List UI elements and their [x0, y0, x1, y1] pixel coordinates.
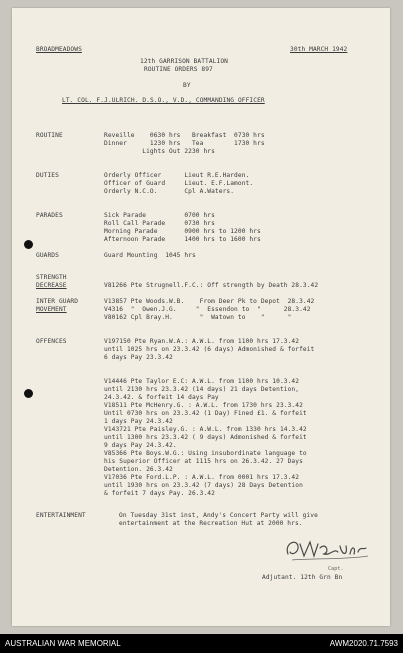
- header-date: 30th MARCH 1942: [290, 46, 348, 53]
- offences-line: V14446 Pte Taylor E.C: A.W.L. from 1100 hrs 10.3.42: [104, 378, 300, 385]
- movement-line: V4316 " Owen.J.G. " Essendon to " 28.3.42: [104, 306, 311, 313]
- header-by: BY: [183, 82, 191, 89]
- footer-institution: AUSTRALIAN WAR MEMORIAL: [5, 639, 121, 648]
- offences-line: 6 days Pay 23.3.42: [104, 354, 173, 361]
- parades-line: Morning Parade 0900 hrs to 1200 hrs: [104, 228, 261, 235]
- parades-line: Afternoon Parade 1400 hrs to 1600 hrs: [104, 236, 261, 243]
- section-label-offences: OFFENCES: [36, 338, 67, 345]
- signature-rank: Capt.: [328, 566, 344, 572]
- offences-line: Until 0730 hrs on 23.3.42 (1 Day) Fined £1. & forfeit: [104, 410, 307, 417]
- document-page: [12, 8, 390, 626]
- punch-hole: [24, 240, 33, 249]
- offences-line: until 2130 hrs 23.3.42 (14 days) 21 days Detention,: [104, 386, 300, 393]
- movement-line: V80162 Cpl Bray.H. " Watown to " ": [104, 314, 292, 321]
- offences-line: 1 days Pay 24.3.42: [104, 418, 173, 425]
- offences-line: & forfeit 7 days Pay. 26.3.42: [104, 490, 215, 497]
- section-label-routine: ROUTINE: [36, 132, 63, 139]
- section-label-duties: DUTIES: [36, 172, 59, 179]
- entertainment-line: entertainment at the Recreation Hut at 2000 hrs.: [119, 520, 303, 527]
- strength-line: V81266 Pte Strugnell.F.C.: Off strength by Death 28.3.42: [104, 282, 319, 289]
- archive-footer-bar: [0, 634, 403, 653]
- entertainment-line: On Tuesday 31st inst, Andy's Concert Party will give: [119, 512, 318, 519]
- section-label-parades: PARADES: [36, 212, 63, 219]
- duties-line: Officer of Guard Lieut. E.F.Lamont.: [104, 180, 254, 187]
- header-commander: LT. COL. F.J.ULRICH. D.S.O., V.D., COMMANDING OFFICER: [62, 97, 265, 104]
- footer-accession-number: AWM2020.71.7593: [329, 639, 398, 648]
- offences-line: until 1025 hrs on 23.3.42 (6 days) Admonished & forfeit: [104, 346, 315, 353]
- section-label-guards: GUARDS: [36, 252, 59, 259]
- routine-line: Dinner 1230 hrs Tea 1730 hrs: [104, 140, 265, 147]
- offences-line: V17036 Pte Ford.L.P. : A.W.L. from 0001 hrs 17.3.42: [104, 474, 300, 481]
- section-label-inter-guard: INTER GUARD: [36, 298, 79, 305]
- movement-line: V13857 Pte Woods.W.B. From Deer Pk to Depot 28.3.42: [104, 298, 315, 305]
- section-label-strength: STRENGTH: [36, 274, 67, 281]
- punch-hole: [24, 389, 33, 398]
- offences-line: until 1930 hrs on 23.3.42 (7 days) 28 Days Detention: [104, 482, 303, 489]
- offences-line: V197150 Pte Ryan.W.A.: A.W.L. from 1100 hrs 17.3.42: [104, 338, 300, 345]
- offences-line: V85366 Pte Boys.W.G.: Using insubordinate language to: [104, 450, 307, 457]
- section-label-movement: MOVEMENT: [36, 306, 67, 313]
- offences-line: V143721 Pte Paisley.G. : A.W.L. from 1330 hrs 14.3.42: [104, 426, 307, 433]
- header-title-battalion: 12th GARRISON BATTALION: [140, 58, 228, 65]
- offences-line: V18511 Pte McHenry.G. : A.W.L. from 1730 hrs 23.3.42: [104, 402, 303, 409]
- offences-line: 9 days Pay 24.3.42.: [104, 442, 177, 449]
- duties-line: Orderly N.C.O. Cpl A.Waters.: [104, 188, 235, 195]
- offences-line: his Superior Officer at 1115 hrs on 26.3.42. 27 Days: [104, 458, 303, 465]
- offences-line: 24.3.42. & forfeit 14 days Pay: [104, 394, 219, 401]
- parades-line: Sick Parade 0700 hrs: [104, 212, 215, 219]
- header-location: BROADMEADOWS: [36, 46, 82, 53]
- section-label-decrease: DECREASE: [36, 282, 67, 289]
- signature-adjutant: Adjutant. 12th Grn Bn: [262, 574, 343, 581]
- routine-line: Lights Out 2230 hrs: [104, 148, 215, 155]
- header-title-orders: ROUTINE ORDERS 897: [144, 66, 213, 73]
- duties-line: Orderly Officer Lieut R.E.Harden.: [104, 172, 250, 179]
- parades-line: Roll Call Parade 0730 hrs: [104, 220, 215, 227]
- offences-line: Detention. 26.3.42: [104, 466, 173, 473]
- section-label-entertainment: ENTERTAINMENT: [36, 512, 86, 519]
- offences-line: until 1300 hrs 23.3.42 ( 9 days) Admonished & forfeit: [104, 434, 307, 441]
- handwritten-signature: [282, 534, 372, 566]
- routine-line: Reveille 0630 hrs Breakfast 0730 hrs: [104, 132, 265, 139]
- guards-line: Guard Mounting 1045 hrs: [104, 252, 196, 259]
